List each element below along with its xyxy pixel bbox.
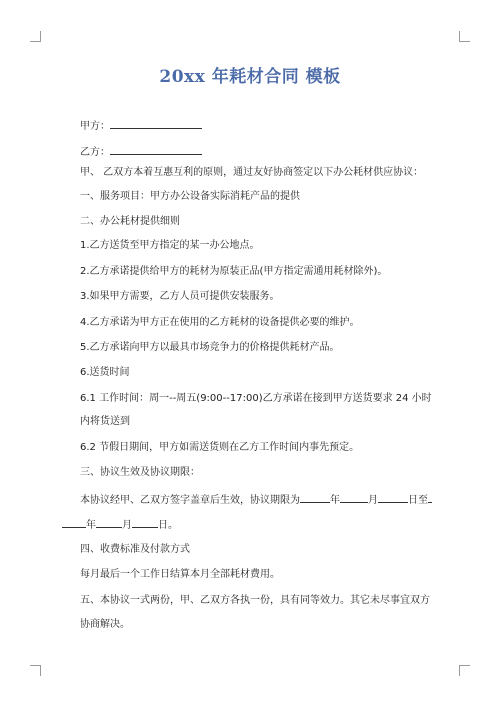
crop-mark-top-right xyxy=(459,31,470,42)
item-6-1-line-2: 内将货送到 xyxy=(80,416,130,427)
start-day-label: 日至 xyxy=(408,495,428,506)
end-day-blank xyxy=(132,517,158,528)
item-4: 4.乙方承诺为甲方正在使用的乙方耗材的设备提供必要的维护。 xyxy=(80,317,360,328)
item-6-2: 6.2 节假日期间，甲方如需送货则在乙方工作时间内事先预定。 xyxy=(80,442,360,453)
item-3: 3.如果甲方需要，乙方人员可提供安装服务。 xyxy=(80,291,280,302)
section-5-line-1: 五、本协议一式两份，甲、乙双方各执一份，具有同等效力。其它未尽事宜双方 xyxy=(80,595,430,606)
section-3-text-line-1 xyxy=(80,492,432,508)
start-year-blank xyxy=(300,492,330,503)
item-5: 5.乙方承诺向甲方以最具市场竞争力的价格提供耗材产品。 xyxy=(80,342,340,353)
section-3-heading: 三、协议生效及协议期限： xyxy=(80,467,200,478)
document-title xyxy=(0,62,500,87)
party-a-blank xyxy=(110,118,202,129)
section-5-line-2: 协商解决。 xyxy=(80,619,130,630)
start-year-label: 年 xyxy=(330,495,340,506)
item-6-1-line-1: 6.1 工作时间：周一--周五(9:00--17:00)乙方承诺在接到甲方送货要求 24 小时 xyxy=(80,393,432,404)
party-b-label: 乙方： xyxy=(80,147,110,158)
section-3-text: 本协议经甲、乙双方签字盖章后生效，协议期限为 xyxy=(80,495,300,506)
section-3-text-line-2 xyxy=(62,517,178,533)
start-month-label: 月 xyxy=(368,495,378,506)
crop-mark-bottom-right xyxy=(459,665,470,676)
crop-mark-bottom-left xyxy=(30,665,41,676)
party-a-label: 甲方： xyxy=(80,121,110,132)
end-month-blank xyxy=(96,517,122,528)
crop-mark-top-left xyxy=(30,31,41,42)
section-2-heading: 二、办公耗材提供细则 xyxy=(80,216,180,227)
section-4-heading: 四、收费标准及付款方式 xyxy=(80,544,190,555)
item-1: 1.乙方送货至甲方指定的某一办公地点。 xyxy=(80,240,260,251)
title-year: 20xx xyxy=(159,67,206,87)
party-b-line xyxy=(80,144,202,160)
section-1-heading: 一、服务项目：甲方办公设备实际消耗产品的提供 xyxy=(80,191,300,202)
end-month-label: 月 xyxy=(122,520,132,531)
end-year-label: 年 xyxy=(86,520,96,531)
party-a-line xyxy=(80,118,202,134)
item-2: 2.乙方承诺提供给甲方的耗材为原装正品(甲方指定需通用耗材除外)。 xyxy=(80,266,388,277)
title-text: 年耗材合同 模板 xyxy=(205,67,341,87)
item-6-heading: 6.送货时间 xyxy=(80,367,130,378)
start-day-blank xyxy=(378,492,408,503)
end-day-label: 日。 xyxy=(158,520,178,531)
section-4-text: 每月最后一个工作日结算本月全部耗材费用。 xyxy=(80,569,280,580)
end-year-blank xyxy=(62,517,86,528)
party-b-blank xyxy=(110,144,202,155)
start-month-blank xyxy=(340,492,368,503)
start-day-tail-blank xyxy=(428,492,432,503)
intro-paragraph: 甲、 乙双方本着互惠互利的原则，通过友好协商签定以下办公耗材供应协议： xyxy=(80,167,424,178)
